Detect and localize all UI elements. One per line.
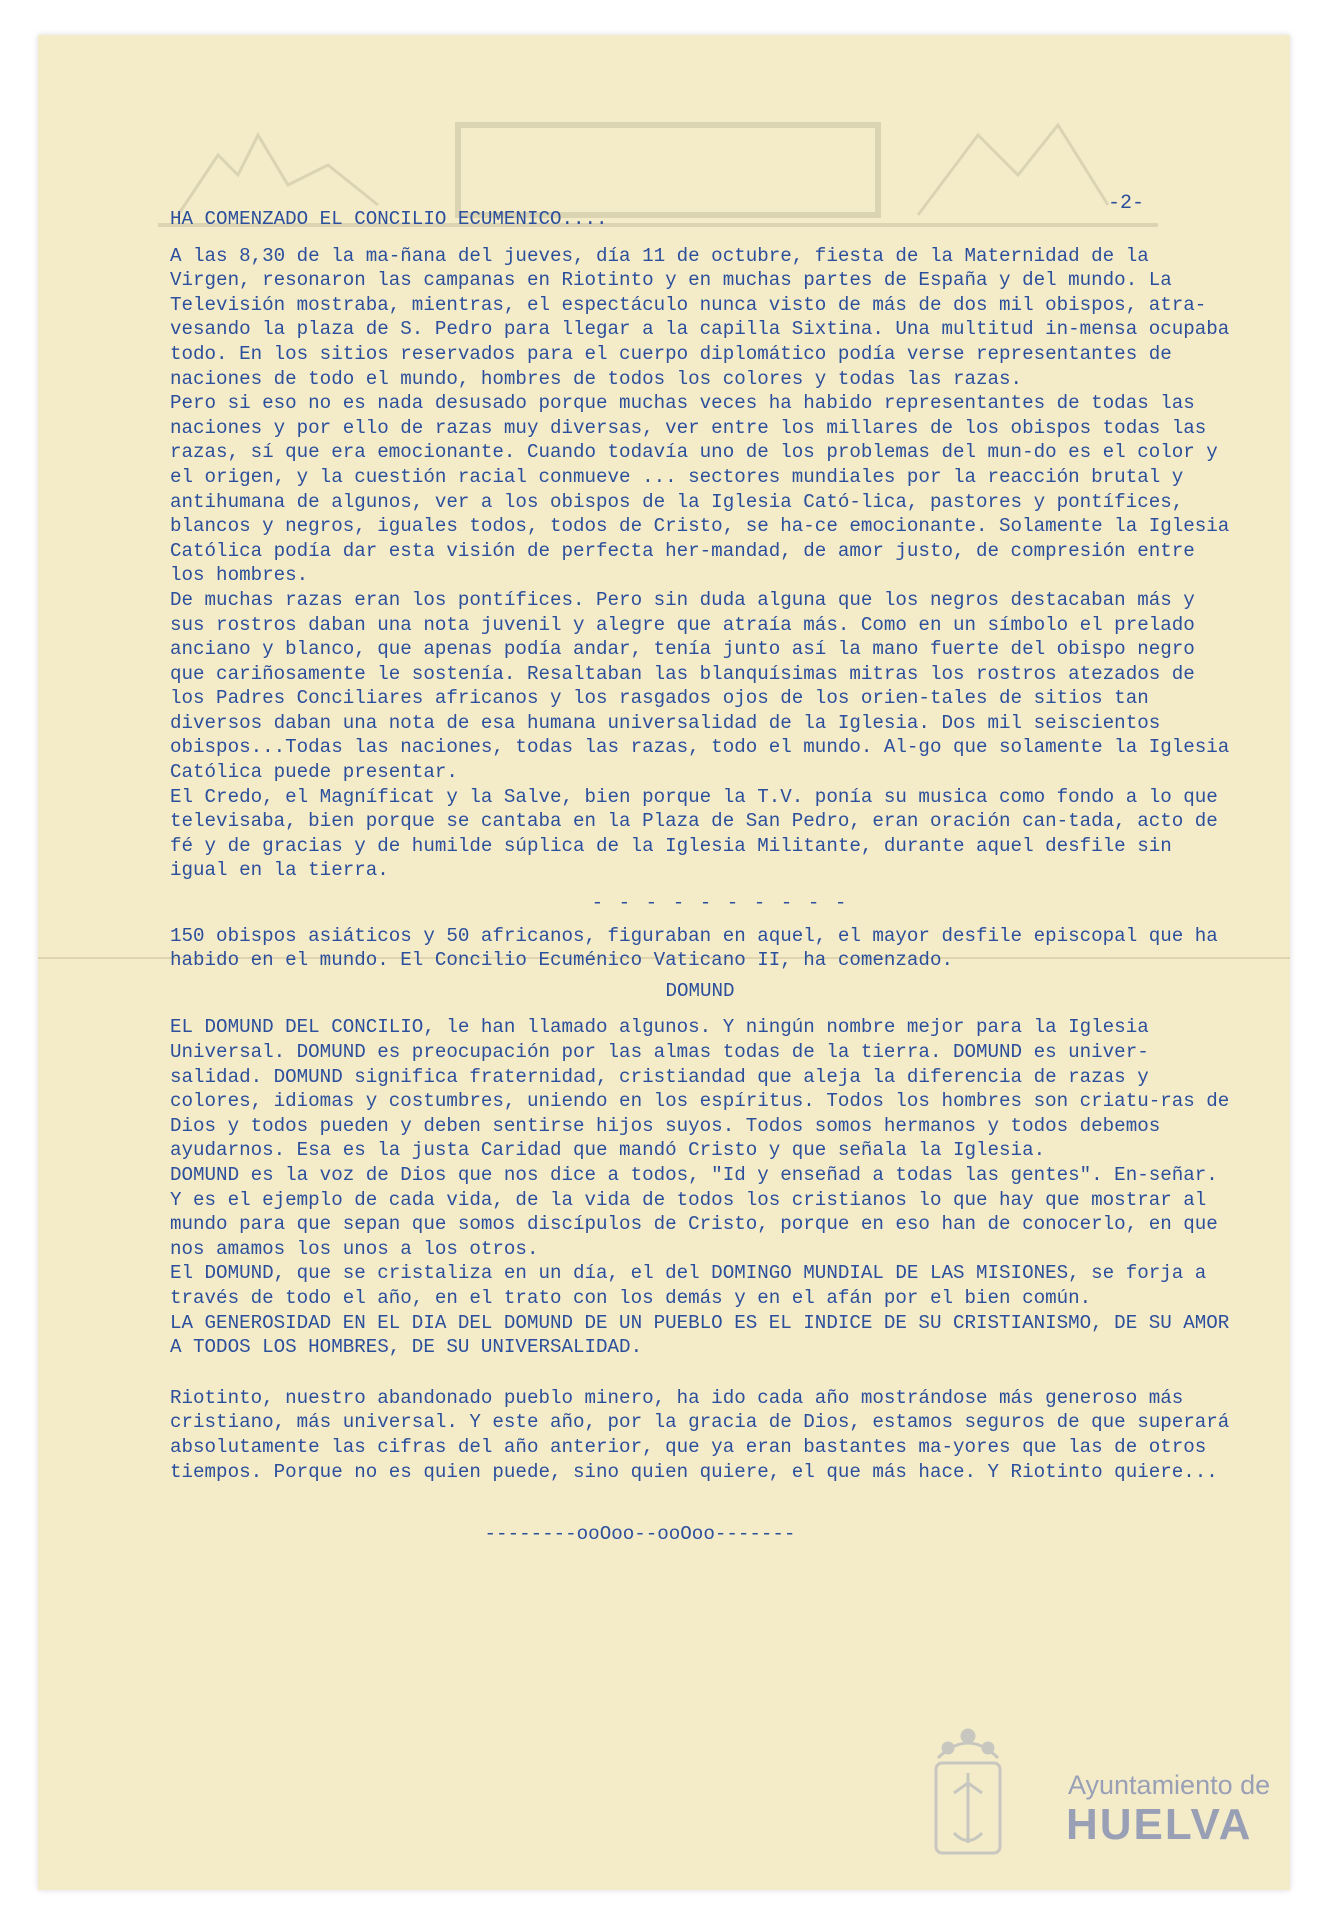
paragraph: Riotinto, nuestro abandonado pueblo minero, ha ido cada año mostrándose más generoso más cristiano, más universal. Y este año, por la gracia de Dios, estamos seguros de que superará absolutamente las cifras del año anterior, que ya eran bastantes ma-yores que las de otros tiempos. Porque no es quien puede, sino quien quiere, el que más hace. Y Riotinto quiere...: [170, 1386, 1230, 1483]
paragraph: LA GENEROSIDAD EN EL DIA DEL DOMUND DE UN PUEBLO ES EL INDICE DE SU CRISTIANISMO, DE SU AMOR A TODOS LOS HOMBRES, DE SU UNIVERSALIDAD.: [170, 1311, 1230, 1359]
document-title: HA COMENZADO EL CONCILIO ECUMENICO....: [170, 208, 608, 230]
paragraph: El Credo, el Magníficat y la Salve, bien porque la T.V. ponía su musica como fondo a lo que televisaba, bien porque se cantaba en la Plaza de San Pedro, eran oración can-tada, acto de fé y de gracias y de humilde súplica de la Iglesia Militante, durante aquel desfile sin igual en la tierra.: [170, 785, 1218, 882]
end-separator: --------ooOoo--ooOoo-------: [484, 1523, 796, 1546]
paragraph: De muchas razas eran los pontífices. Pero sin duda alguna que los negros destacaban más y sus rostros daban una nota juvenil y alegre que atraía más. Como en un símbolo el prelado anciano y blanco, que apenas podía andar, tenía junto así la mano fuerte del obispo negro que cariñosamente le sostenía. Resaltaban las blanquísimas mitras los rostros atezados de los Padres Conciliares africanos y los rasgados ojos de los orien-tales de sitios tan diversos daban una nota de esa humana universalidad de la Iglesia. Dos mil seiscientos obispos...Todas las naciones, todas las razas, todo el mundo. Al-go que solamente la Iglesia Católica puede presentar.: [170, 588, 1230, 784]
document-body: [170, 207, 1230, 1547]
watermark-title: HUELVA: [1066, 1800, 1253, 1849]
domund-heading: DOMUND: [665, 979, 735, 1002]
watermark-text: Ayuntamiento de: [1068, 1770, 1271, 1800]
paragraph: 150 obispos asiáticos y 50 africanos, figuraban en aquel, el mayor desfile episcopal que ha habido en el mundo. El Concilio Ecuménico Vaticano II, ha comenzado.: [170, 924, 1218, 972]
page-number: -2-: [1108, 192, 1145, 215]
paragraph: DOMUND es la voz de Dios que nos dice a todos, "Id y enseñad a todas las gentes". En-señar. Y es el ejemplo de cada vida, de la vida de todos los cristianos lo que hay que mostrar al mundo para que sepan que somos discípulos de Cristo, porque en eso han de conocerlo, en que nos amamos los unos a los otros.: [170, 1163, 1218, 1260]
paragraph: A las 8,30 de la ma-ñana del jueves, día 11 de octubre, fiesta de la Maternidad de la Virgen, resonaron las campanas en Riotinto y en muchas partes de España y del mundo. La Televisión mostraba, mientras, el espectáculo nunca visto de más de dos mil obispos, atra-vesando la plaza de S. Pedro para llegar a la capilla Sixtina. Una multitud in-mensa ocupaba todo. En los sitios reservados para el cuerpo diplomático podía verse representantes de naciones de todo el mundo, hombres de todos los colores y todas las razas.: [170, 244, 1230, 390]
paragraph: El DOMUND, que se cristaliza en un día, el del DOMINGO MUNDIAL DE LAS MISIONES, se forja a través de todo el año, en el trato con los demás y en el afán por el bien común.: [170, 1262, 1207, 1309]
paragraph: Pero si eso no es nada desusado porque muchas veces ha habido representantes de todas las naciones y por ello de razas muy diversas, ver entre los millares de los obispos todas las razas, sí que era emocionante. Cuando todavía uno de los problemas del mun-do es el color y el origen, y la cuestión racial conmueve ... sectores mundiales por la reacción brutal y antihumana de algunos, ver a los obispos de la Iglesia Cató-lica, pastores y pontífices, blancos y negros, iguales todos, todos de Cristo, se ha-ce emocionante. Solamente la Iglesia Católica podía dar esta visión de perfecta her-mandad, de amor justo, de compresión entre los hombres.: [170, 392, 1230, 587]
paragraph: EL DOMUND DEL CONCILIO, le han llamado algunos. Y ningún nombre mejor para la Iglesia Universal. DOMUND es preocupación por las almas todas de la tierra. DOMUND es univer-salidad. DOMUND significa fraternidad, cristiandad que aleja la diferencia de razas y colores, idiomas y costumbres, uniendo en los espíritus. Todos los hombres son criatu-ras de Dios y todos pueden y deben sentirse hijos suyos. Todos somos hermanos y todos debemos ayudarnos. Esa es la justa Caridad que mandó Cristo y que señala la Iglesia.: [170, 1016, 1230, 1162]
dash-separator: - - - - - - - - - -: [591, 892, 849, 915]
